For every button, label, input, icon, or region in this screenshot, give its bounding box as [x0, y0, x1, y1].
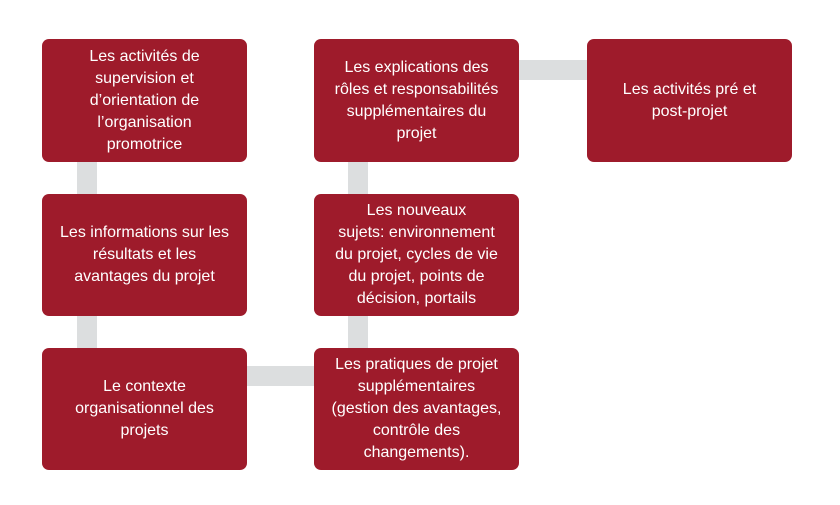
- box-roles-explanations-text: Les explications des rôles et responsabilités supplémentaires du projet: [334, 58, 499, 142]
- box-results-information-text: Les informations sur les résultats et les avantages du projet: [60, 224, 229, 285]
- connector-left-top: [77, 158, 97, 198]
- box-new-topics: [314, 194, 519, 316]
- box-results-information: [42, 194, 247, 316]
- connector-mid-top: [348, 158, 368, 198]
- box-pre-post-project-text: Les activités pré et post-projet: [622, 80, 757, 120]
- box-organizational-context-text: Le contexte organisationnel des projets: [75, 378, 214, 439]
- box-pre-post-project: [587, 39, 792, 162]
- connector-left-bottom: [77, 312, 97, 352]
- box-supervision-activities-text: Les activités de supervision et d’orientation de l’organisation promotrice: [89, 47, 200, 153]
- connector-bottom-horizontal: [243, 366, 323, 386]
- box-roles-explanations: [314, 39, 519, 162]
- box-supervision-activities: [42, 39, 247, 162]
- box-additional-practices-text: Les pratiques de projet supplémentaires (gestion des avantages, contrôle des changements).: [331, 356, 502, 461]
- box-new-topics-text: Les nouveaux sujets: environnement du projet, cycles de vie du projet, points de décision, portails: [335, 202, 498, 307]
- connector-top-horizontal: [515, 60, 595, 80]
- box-organizational-context: [42, 348, 247, 470]
- connector-mid-bottom: [348, 312, 368, 352]
- box-additional-practices: [314, 348, 519, 470]
